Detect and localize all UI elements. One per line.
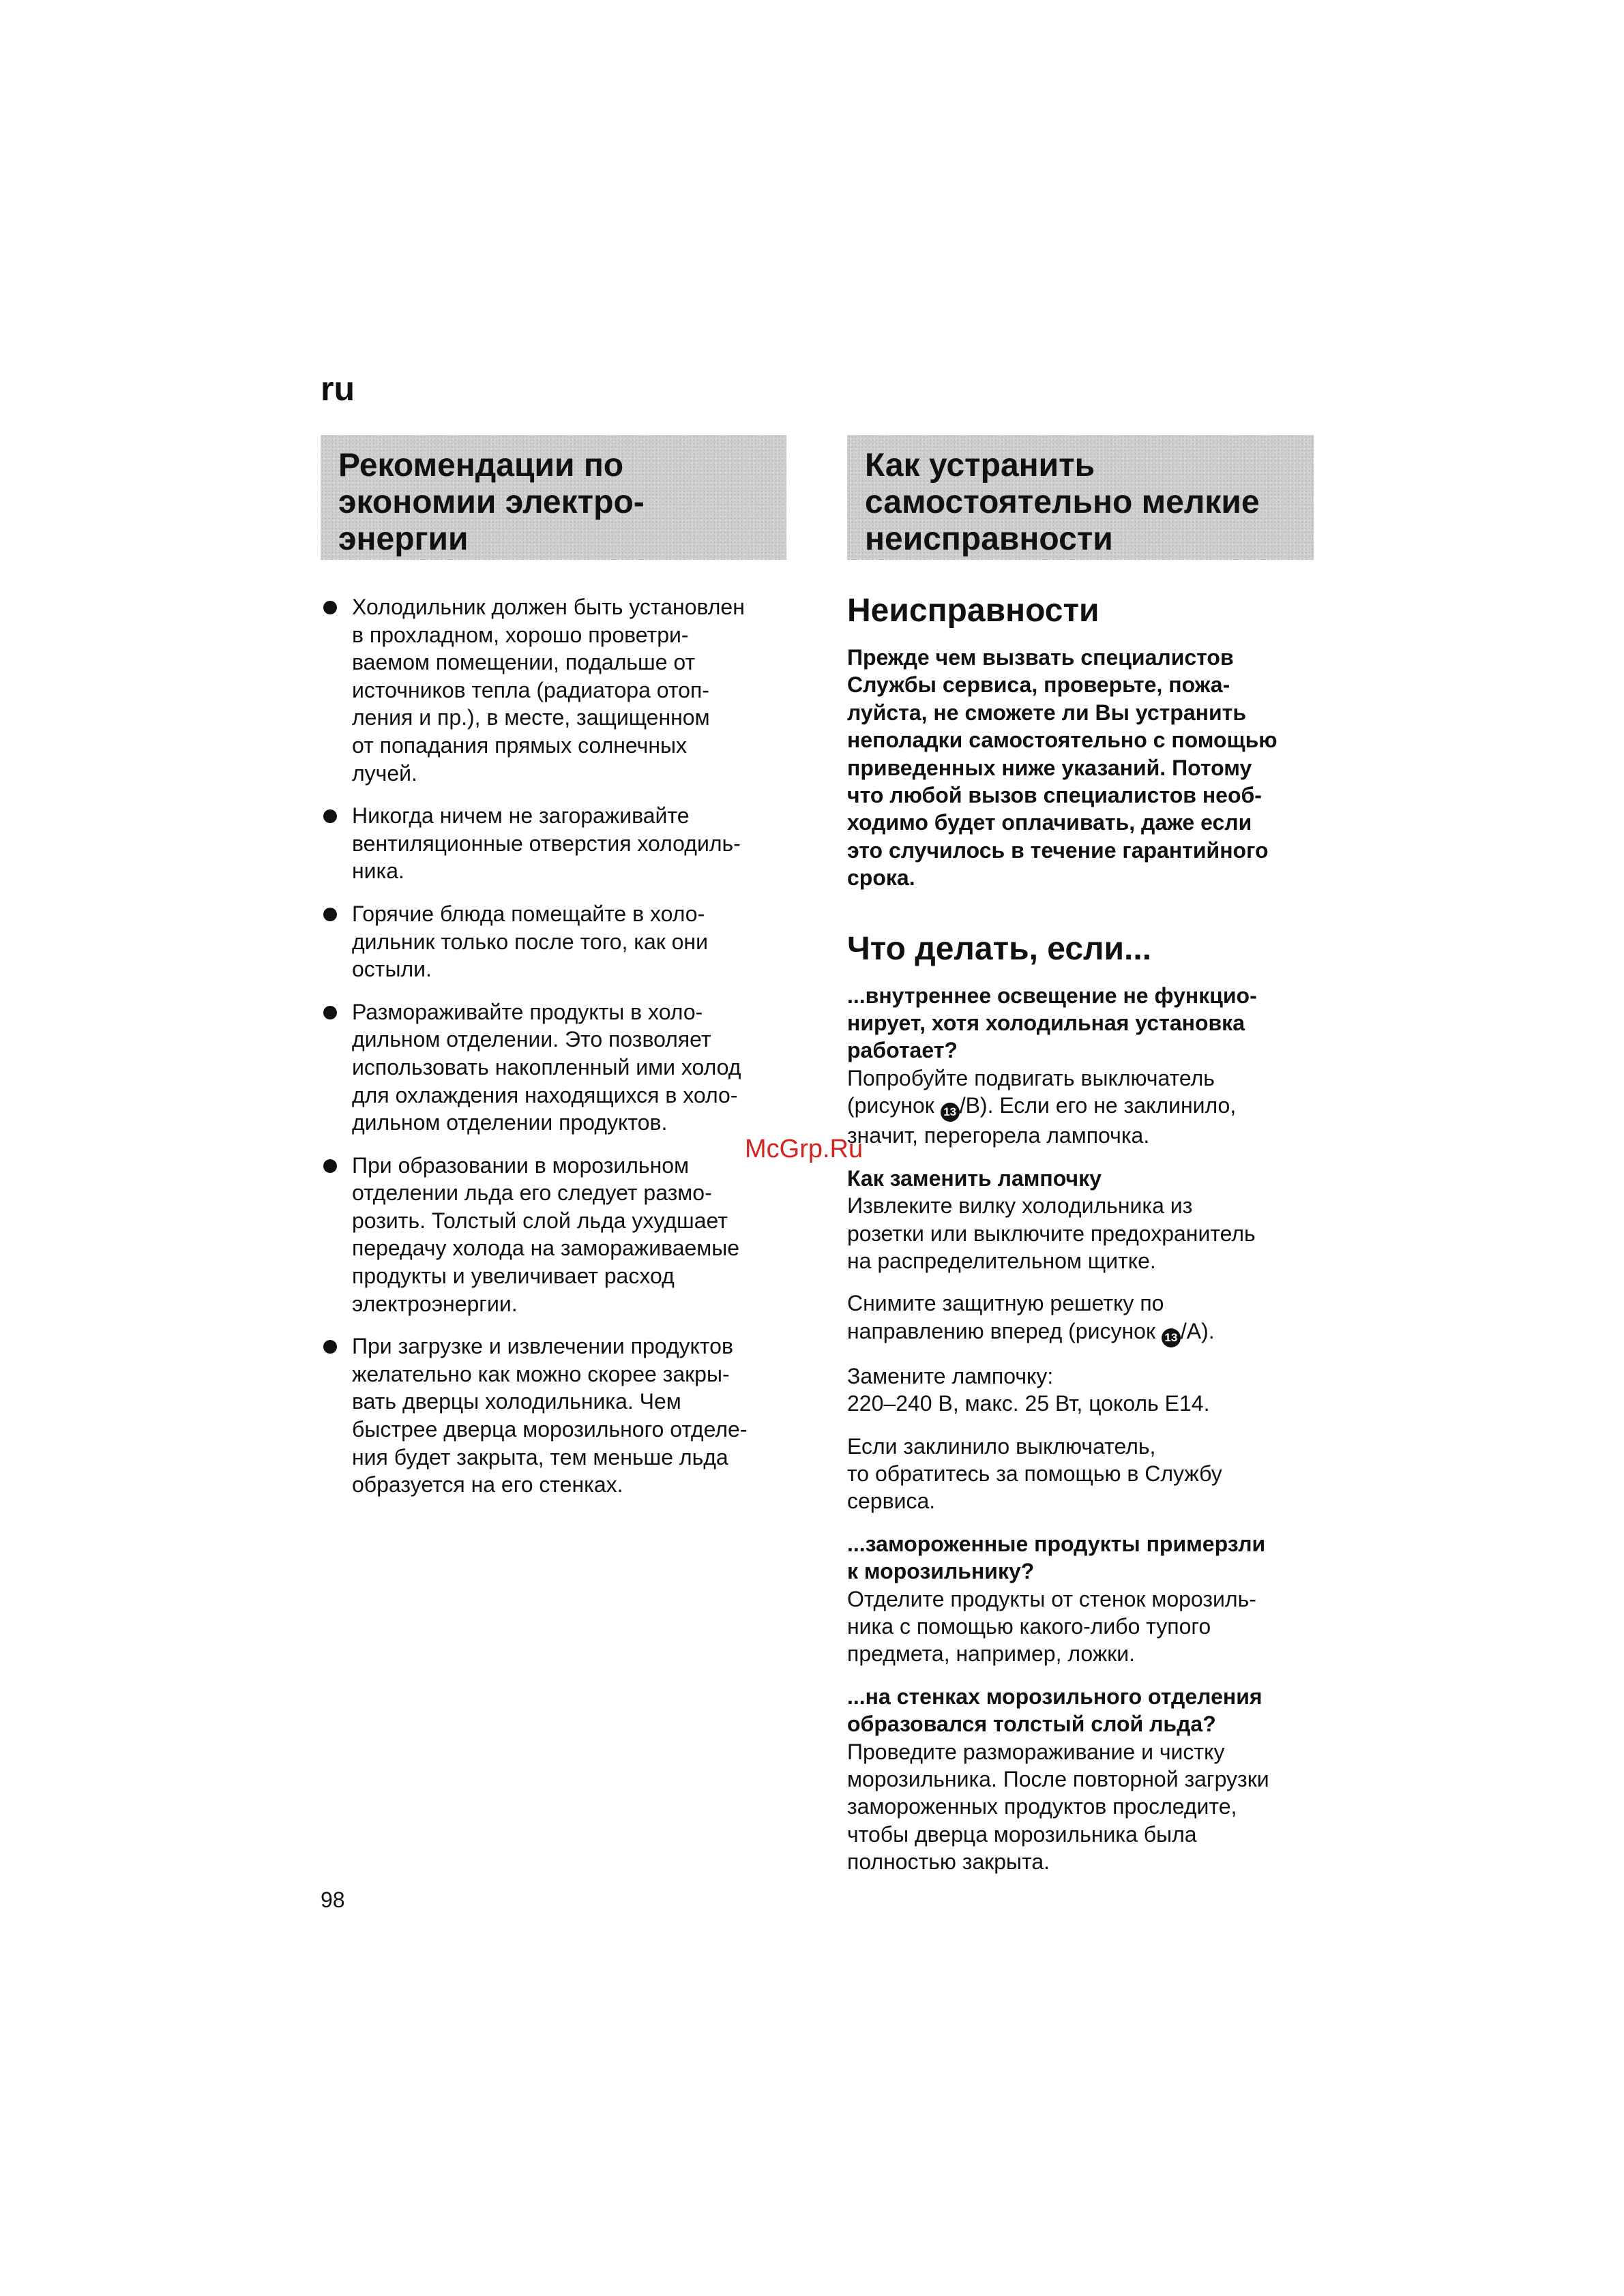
list-item [321, 1332, 798, 1499]
lamp-step-remove-grille [847, 1289, 1325, 1347]
question-light-not-working: ...внутреннее освещение не функцио- нирует, хотя холодильная установка работает? [847, 983, 1257, 1063]
lamp-step-replace: Замените лампочку: 220–240 В, макс. 25 Вт, цоколь E14. [847, 1363, 1210, 1416]
list-item-text: Горячие блюда помещайте в холо- дильник только после того, как они остыли. [352, 901, 708, 982]
list-item [321, 802, 798, 885]
page-number: 98 [321, 1888, 345, 1912]
bullet-icon [323, 1159, 337, 1173]
bullet-icon [323, 809, 337, 823]
language-code: ru [321, 370, 355, 408]
watermark: McGrp.Ru [745, 1135, 863, 1163]
figure-13-icon: 13 [1162, 1328, 1181, 1347]
list-item-text: При образовании в морозильном отделении льда его следует размо- розить. Толстый слой льда ухудшает передачу холода на замораживаемые продукты и увеличивает расход электроэнергии. [352, 1152, 740, 1316]
list-item [321, 998, 798, 1137]
question-frozen-stuck: ...замороженные продукты примерзли к морозильнику? [847, 1531, 1266, 1584]
answer-text-start: Попробуйте подвигать выключатель (рисунок [847, 1065, 1215, 1118]
bullet-icon [323, 601, 337, 614]
answer-text-end: /B). Если его не заклинило, значит, перегорела лампочка. [847, 1093, 1237, 1148]
answer-thick-ice: Проведите размораживание и чистку морозильника. После повторной загрузки замороженных продуктов проследите, чтобы дверца морозильника была полностью закрыта. [847, 1739, 1269, 1875]
list-item-text: Размораживайте продукты в холо- дильном отделении. Это позволяет использовать накопленный ими холод для охлаждения находящихся в холо- дильном отделении продуктов. [352, 999, 741, 1135]
lamp-step-unplug: Извлеките вилку холодильника из розетки или выключите предохранитель на распределительном щитке. [847, 1193, 1256, 1273]
question-thick-ice: ...на стенках морозильного отделения образовался толстый слой льда? [847, 1684, 1263, 1737]
faults-intro: Прежде чем вызвать специалистов Службы сервиса, проверьте, пожа- луйста, не сможете ли Вы устранить неполадки самостоятельно с помощью приведенных ниже указаний. Потому что любой вызов специалистов необ- ходимо будет оплачивать, даже если это случилось в течение гарантийного срока. [847, 645, 1278, 891]
list-item [321, 900, 798, 983]
lamp-step-service: Если заклинило выключатель, то обратитесь за помощью в Службу сервиса. [847, 1433, 1222, 1514]
troubleshooting-heading: Как устранить самостоятельно мелкие неисправности [847, 435, 1314, 560]
question-replace-lamp: Как заменить лампочку [847, 1165, 1102, 1191]
answer-frozen-stuck: Отделите продукты от стенок морозиль- ника с помощью какого-либо тупого предмета, например, ложки. [847, 1586, 1256, 1667]
list-item-text: Никогда ничем не загораживайте вентиляционные отверстия холодиль- ника. [352, 803, 741, 884]
bullet-icon [323, 1340, 337, 1354]
figure-13-icon: 13 [941, 1103, 960, 1122]
lamp-step-text-start: Снимите защитную решетку по направлению вперед (рисунок [847, 1291, 1164, 1343]
troubleshooting-column [847, 592, 1325, 1891]
list-item-text: Холодильник должен быть установлен в прохладном, хорошо проветри- ваемом помещении, подальше от источников тепла (радиатора отоп- ления и пр.), в месте, защищенном от попадания прямых солнечных лучей. [352, 595, 745, 786]
faults-title: Неисправности [847, 593, 1099, 629]
list-item-text: При загрузке и извлечении продуктов желательно как можно скорее закры- вать дверцы холодильника. Чем быстрее дверца морозильного отделе- ния будет закрыта, тем меньше льда образуется на его стенках. [352, 1334, 748, 1497]
bullet-icon [323, 908, 337, 921]
energy-tips-column [321, 593, 798, 1514]
bullet-icon [323, 1006, 337, 1019]
energy-saving-heading: Рекомендации по экономии электро- энергии [321, 435, 786, 560]
list-item [321, 593, 798, 787]
lamp-step-text-end: /A). [1180, 1318, 1215, 1343]
answer-light-not-working [847, 1064, 1325, 1150]
what-if-title: Что делать, если... [847, 930, 1152, 967]
energy-tips-list [321, 593, 798, 1499]
list-item [321, 1152, 798, 1318]
